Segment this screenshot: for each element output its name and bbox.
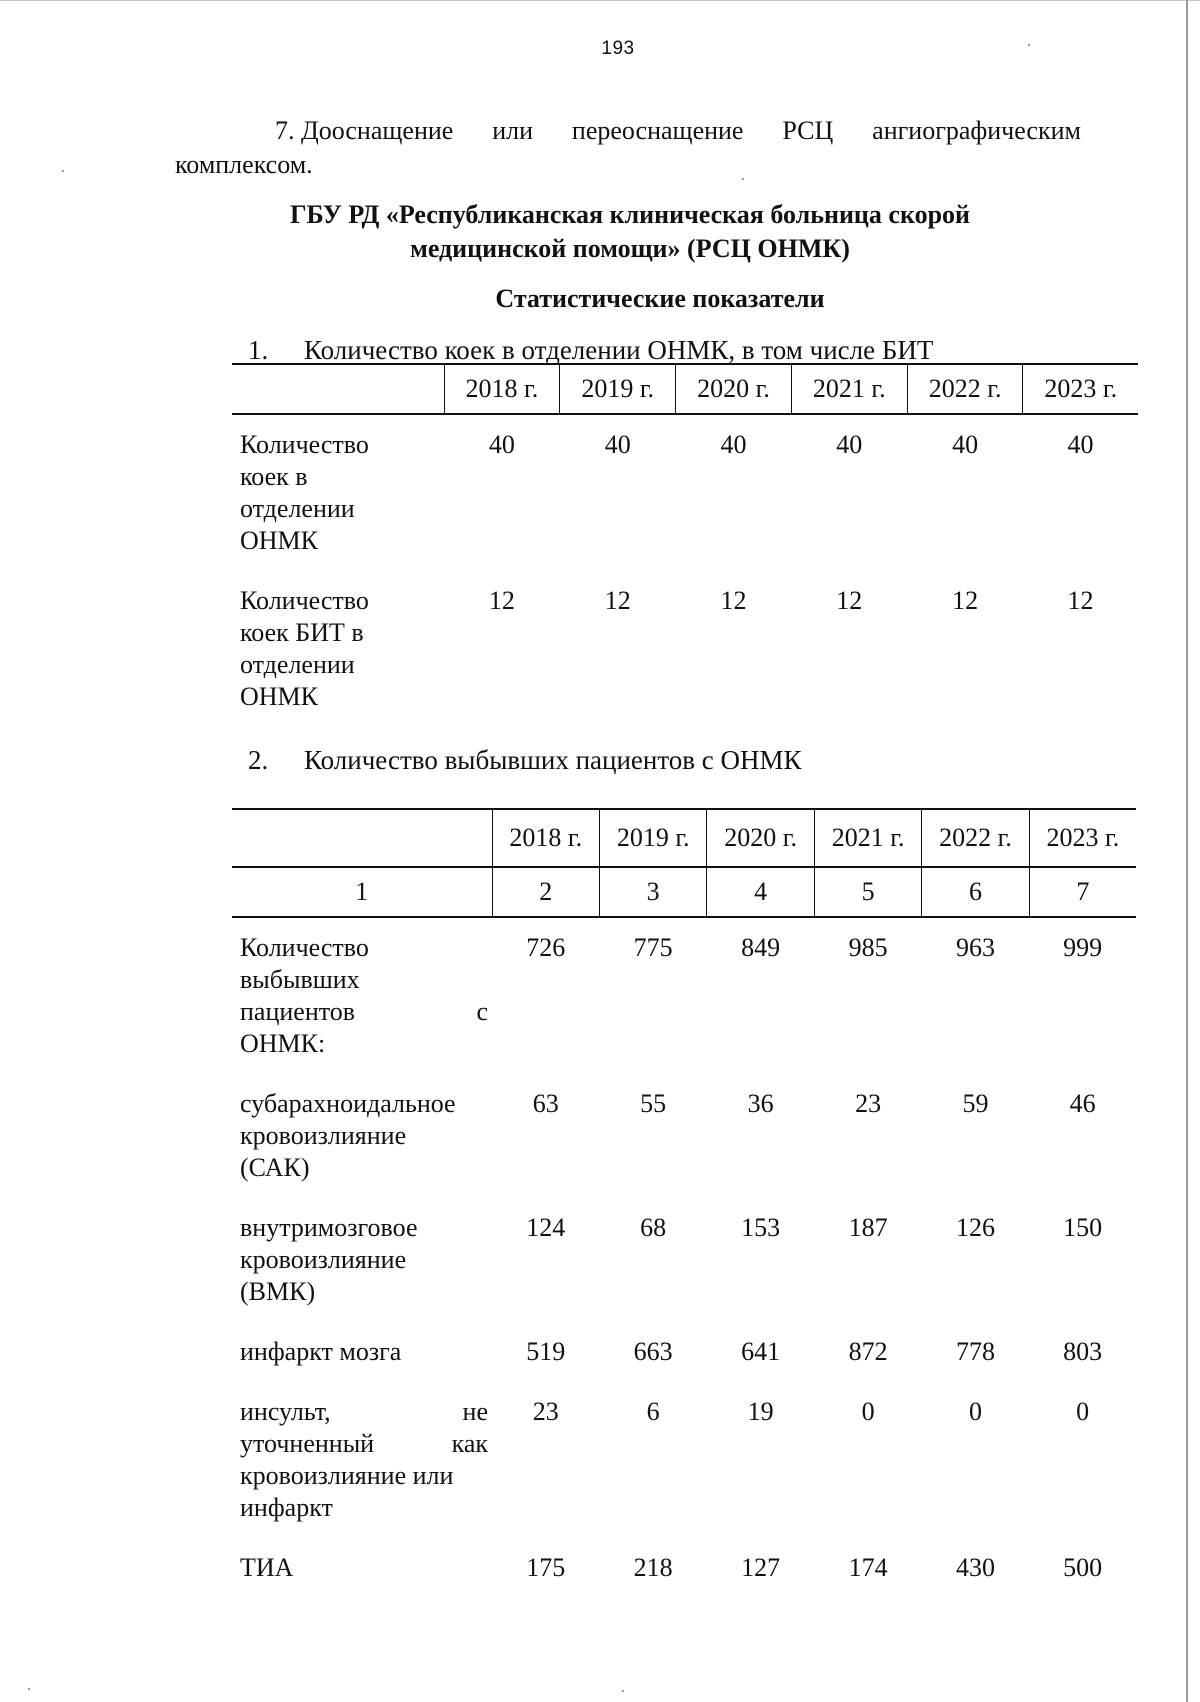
value-cell: 12 bbox=[604, 586, 631, 615]
column-number-cell: 2 bbox=[492, 867, 599, 917]
paragraph-word: ангиографическим bbox=[872, 116, 1081, 145]
year-header-cell: 2022 г. bbox=[907, 364, 1023, 414]
value-cell: 778 bbox=[956, 1337, 996, 1366]
scan-speck bbox=[28, 1688, 30, 1690]
value-cell: 23 bbox=[855, 1089, 882, 1118]
label-line bbox=[240, 1428, 488, 1460]
label-line: кровоизлияние bbox=[240, 1245, 407, 1274]
label-line bbox=[240, 996, 488, 1028]
label-line: внутримозговое bbox=[240, 1213, 418, 1242]
value-cell: 150 bbox=[1063, 1213, 1103, 1242]
value-cell: 12 bbox=[952, 586, 979, 615]
value-cell: 775 bbox=[633, 933, 673, 962]
row-label-cell bbox=[232, 1538, 492, 1598]
value-cell: 40 bbox=[836, 430, 863, 459]
value-cell: 0 bbox=[969, 1397, 983, 1426]
paragraph-line-1 bbox=[175, 114, 1081, 148]
patients-table-column-number-row bbox=[232, 867, 1136, 917]
table-row bbox=[232, 1538, 1136, 1598]
table-row bbox=[232, 1198, 1136, 1322]
label-line: ТИА bbox=[240, 1553, 294, 1582]
value-cell: 59 bbox=[962, 1089, 989, 1118]
paragraph-word: РСЦ bbox=[782, 116, 834, 145]
column-number-cell: 1 bbox=[232, 867, 492, 917]
value-cell: 963 bbox=[956, 933, 996, 962]
label-line bbox=[240, 1396, 488, 1428]
value-cell: 36 bbox=[747, 1089, 774, 1118]
label-line: Количество bbox=[240, 586, 369, 615]
value-cell: 0 bbox=[861, 1397, 875, 1426]
value-cell: 40 bbox=[488, 430, 515, 459]
organization-heading-line-1: ГБУ РД «Республиканская клиническая больница скорой bbox=[289, 200, 971, 229]
value-cell: 68 bbox=[640, 1213, 667, 1242]
year-header-cell: 2023 г. bbox=[1023, 364, 1138, 414]
value-cell: 0 bbox=[1076, 1397, 1090, 1426]
intro-paragraph bbox=[175, 114, 1081, 182]
patients-table-year-row bbox=[232, 809, 1136, 867]
value-cell: 985 bbox=[848, 933, 888, 962]
table-row bbox=[232, 414, 1138, 571]
section-2-title-text: Количество выбывших пациентов с ОНМК bbox=[304, 745, 802, 775]
label-word: как bbox=[451, 1429, 488, 1458]
label-line: кровоизлияние bbox=[240, 1121, 407, 1150]
row-label-cell bbox=[232, 1074, 492, 1198]
statistics-heading: Статистические показатели bbox=[495, 284, 825, 313]
value-cell: 127 bbox=[741, 1553, 781, 1582]
beds-table-header bbox=[232, 364, 1138, 414]
label-line: (САК) bbox=[240, 1153, 310, 1182]
label-word: с bbox=[476, 997, 488, 1026]
year-header-cell: 2021 г. bbox=[791, 364, 907, 414]
value-cell: 872 bbox=[848, 1337, 888, 1366]
year-header-cell: 2019 г. bbox=[599, 809, 706, 867]
scan-speck bbox=[622, 1690, 624, 1692]
paragraph-line-2: комплексом. bbox=[175, 150, 313, 179]
value-cell: 124 bbox=[526, 1213, 566, 1242]
value-cell: 40 bbox=[1067, 430, 1094, 459]
value-cell: 174 bbox=[848, 1553, 888, 1582]
value-cell: 726 bbox=[526, 933, 566, 962]
section-1-title bbox=[248, 334, 933, 366]
value-cell: 430 bbox=[956, 1553, 996, 1582]
value-cell: 126 bbox=[956, 1213, 996, 1242]
label-line: отделении bbox=[240, 650, 355, 679]
value-cell: 153 bbox=[741, 1213, 781, 1242]
value-cell: 6 bbox=[646, 1397, 660, 1426]
organization-heading bbox=[180, 198, 1080, 266]
column-number-cell: 4 bbox=[707, 867, 814, 917]
table-row bbox=[232, 917, 1136, 1074]
value-cell: 187 bbox=[848, 1213, 888, 1242]
value-cell: 218 bbox=[633, 1553, 673, 1582]
row-label-cell bbox=[232, 1198, 492, 1322]
year-header-cell: 2020 г. bbox=[676, 364, 792, 414]
value-cell: 40 bbox=[720, 430, 747, 459]
row-label-cell bbox=[232, 917, 492, 1074]
label-word: не bbox=[462, 1397, 488, 1426]
label-line: коек БИТ в bbox=[240, 618, 364, 647]
label-word: уточненный bbox=[240, 1429, 375, 1458]
label-line: ОНМК bbox=[240, 526, 319, 555]
page-number: 193 bbox=[601, 38, 635, 59]
year-header-cell: 2018 г. bbox=[444, 364, 560, 414]
value-cell: 40 bbox=[952, 430, 979, 459]
patients-table bbox=[232, 808, 1136, 1598]
value-cell: 641 bbox=[741, 1337, 781, 1366]
column-number-cell: 6 bbox=[922, 867, 1029, 917]
table-row bbox=[232, 571, 1138, 727]
label-word: инсульт, bbox=[240, 1397, 331, 1426]
value-cell: 663 bbox=[633, 1337, 673, 1366]
label-line: субарахноидальное bbox=[240, 1089, 456, 1118]
year-header-cell: 2023 г. bbox=[1029, 809, 1136, 867]
year-header-cell: 2022 г. bbox=[922, 809, 1029, 867]
value-cell: 849 bbox=[741, 933, 781, 962]
value-cell: 55 bbox=[640, 1089, 667, 1118]
value-cell: 175 bbox=[526, 1553, 566, 1582]
value-cell: 519 bbox=[526, 1337, 566, 1366]
section-1-number: 1. bbox=[248, 335, 269, 365]
page-top-edge bbox=[0, 0, 1200, 1]
value-cell: 40 bbox=[604, 430, 631, 459]
column-number-cell: 5 bbox=[814, 867, 921, 917]
paragraph-word: переоснащение bbox=[571, 116, 744, 145]
row-label-cell bbox=[232, 571, 444, 727]
row-label-cell bbox=[232, 1382, 492, 1538]
label-line: Количество bbox=[240, 430, 369, 459]
section-2-number: 2. bbox=[248, 745, 269, 775]
section-1-title-text: Количество коек в отделении ОНМК, в том числе БИТ bbox=[304, 335, 934, 365]
value-cell: 12 bbox=[1067, 586, 1094, 615]
year-header-cell: 2020 г. bbox=[707, 809, 814, 867]
organization-heading-line-2: медицинской помощи» (РСЦ ОНМК) bbox=[410, 234, 850, 263]
label-line: Количество bbox=[240, 933, 369, 962]
header-corner-cell bbox=[232, 809, 492, 867]
paragraph-word: или bbox=[492, 116, 534, 145]
label-line: ОНМК: bbox=[240, 1029, 326, 1058]
header-corner-cell bbox=[232, 364, 444, 414]
label-line: ОНМК bbox=[240, 682, 319, 711]
paragraph-word: 7. Дооснащение bbox=[275, 116, 454, 145]
table-row bbox=[232, 1322, 1136, 1382]
year-header-cell: 2019 г. bbox=[560, 364, 676, 414]
value-cell: 12 bbox=[488, 586, 515, 615]
value-cell: 23 bbox=[532, 1397, 559, 1426]
label-line: инфаркт bbox=[240, 1493, 333, 1522]
value-cell: 46 bbox=[1069, 1089, 1096, 1118]
section-2-title bbox=[248, 744, 802, 776]
year-header-cell: 2018 г. bbox=[492, 809, 599, 867]
row-label-cell bbox=[232, 1322, 492, 1382]
label-word: пациентов bbox=[240, 997, 356, 1026]
beds-table bbox=[232, 363, 1138, 727]
label-line: инфаркт мозга bbox=[240, 1337, 402, 1366]
value-cell: 500 bbox=[1063, 1553, 1103, 1582]
value-cell: 803 bbox=[1063, 1337, 1103, 1366]
page-right-edge bbox=[1186, 0, 1188, 1702]
value-cell: 999 bbox=[1063, 933, 1103, 962]
table-row bbox=[232, 1382, 1136, 1538]
label-line: отделении bbox=[240, 494, 355, 523]
label-line: коек в bbox=[240, 462, 308, 491]
value-cell: 12 bbox=[720, 586, 747, 615]
year-header-cell: 2021 г. bbox=[814, 809, 921, 867]
scan-speck bbox=[62, 170, 64, 172]
label-line: кровоизлияние или bbox=[240, 1461, 454, 1490]
column-number-cell: 7 bbox=[1029, 867, 1136, 917]
label-line: (ВМК) bbox=[240, 1277, 316, 1306]
label-line: выбывших bbox=[240, 965, 360, 994]
table-row bbox=[232, 1074, 1136, 1198]
value-cell: 19 bbox=[747, 1397, 774, 1426]
value-cell: 63 bbox=[532, 1089, 559, 1118]
column-number-cell: 3 bbox=[599, 867, 706, 917]
row-label-cell bbox=[232, 414, 444, 571]
value-cell: 12 bbox=[836, 586, 863, 615]
